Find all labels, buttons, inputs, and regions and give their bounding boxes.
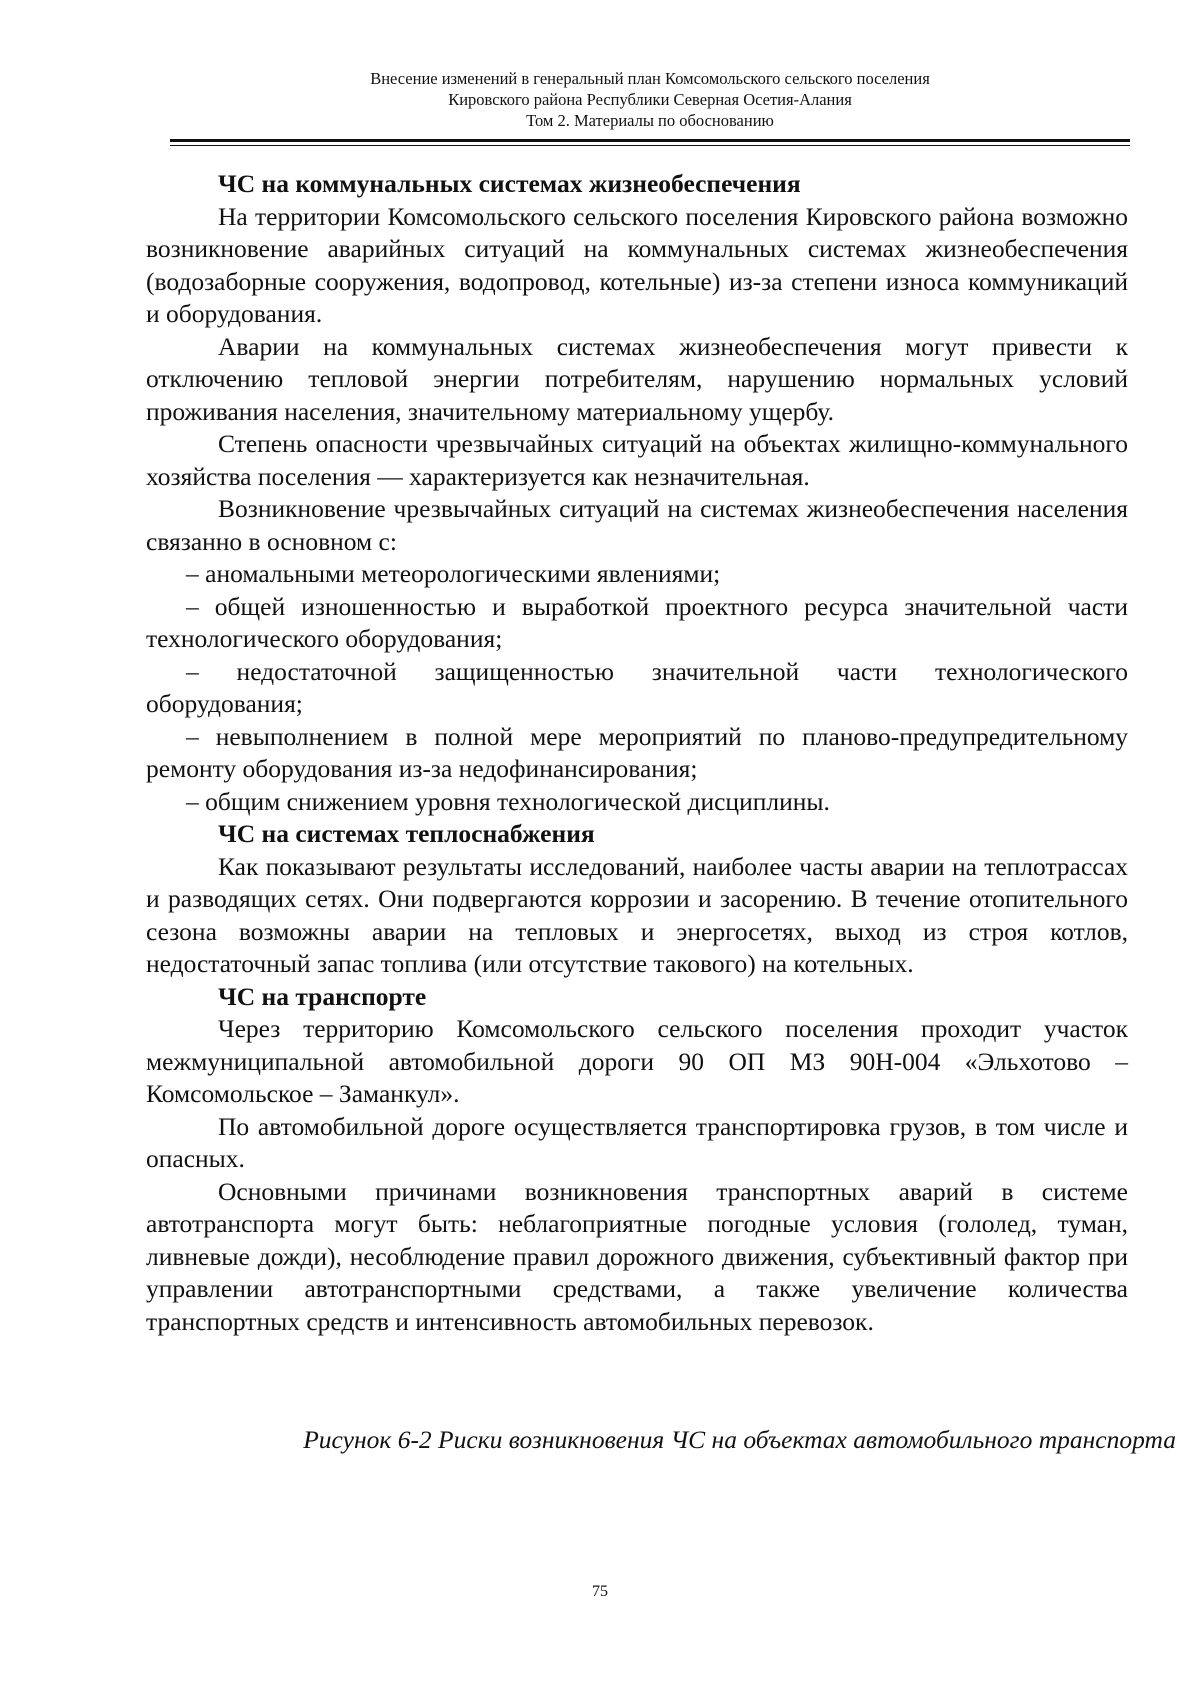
paragraph: По автомобильной дороге осуществляется транспортировка грузов, в том числе и опасных. <box>146 1111 1128 1173</box>
document-body <box>146 168 1128 1338</box>
paragraph: Возникновение чрезвычайных ситуаций на системах жизнеобеспечения населения связанно в основном с: <box>146 494 1128 556</box>
paragraph: Через территорию Комсомольского сельского поселения проходит участок межмуниципальной автомобильной дороги 90 ОП МЗ 90Н-004 «Эльхотово – Комсомольское – Заманкул». <box>146 1014 1128 1108</box>
list-item: – недостаточной защищенностью значительной части технологического оборудования; <box>146 656 1128 718</box>
paragraph: Как показывают результаты исследований, наиболее часты аварии на теплотрассах и разводящих сетях. Они подвергаются коррозии и засорению. В течение отопительного сезона возможны аварии на тепловых и энергосетях, выход из строя котлов, недостаточный запас топлива (или отсутствие такового) на котельных. <box>146 851 1128 978</box>
header-line-3: Том 2. Материалы по обоснованию <box>526 111 774 130</box>
paragraph: Аварии на коммунальных системах жизнеобеспечения могут привести к отключению тепловой энергии потребителям, нарушению нормальных условий проживания населения, значительному материальному ущербу. <box>146 331 1128 426</box>
header-rule-thick <box>170 139 1130 142</box>
header-line-1: Внесение изменений в генеральный план Комсомольского сельского поселения <box>370 69 930 88</box>
section-heading-utilities: ЧС на коммунальных системах жизнеобеспечения <box>218 169 801 198</box>
list-item: – невыполнением в полной мере мероприятий по планово-предупредительному ремонту оборудования из-за недофинансирования; <box>146 721 1128 783</box>
paragraph: Степень опасности чрезвычайных ситуаций на объектах жилищно-коммунального хозяйства поселения — характеризуется как незначительная. <box>146 429 1128 491</box>
section-heading-heating: ЧС на системах теплоснабжения <box>218 819 595 848</box>
page-number: 75 <box>592 1583 608 1600</box>
header-line-2: Кировского района Республики Северная Осетия-Алания <box>448 90 852 109</box>
list-item: – общей изношенностью и выработкой проектного ресурса значительной части технологического оборудования; <box>146 591 1128 653</box>
section-heading-transport: ЧС на транспорте <box>218 981 427 1011</box>
figure-caption: Рисунок 6-2 Риски возникновения ЧС на объектах автомобильного транспорта <box>303 1425 1176 1454</box>
paragraph: Основными причинами возникновения транспортных аварий в системе автотранспорта могут быть: неблагоприятные погодные условия (гололед, туман, ливневые дожди), несоблюдение правил дорожного движения, субъективный фактор при управлении автотранспортными средствами, а также увеличение количества транспортных средств и интенсивность автомобильных перевозок. <box>146 1176 1128 1336</box>
header-rule-thin <box>170 145 1130 146</box>
list-item: – общим снижением уровня технологической дисциплины. <box>186 786 830 816</box>
list-item: – аномальными метеорологическими явлениями; <box>186 559 721 588</box>
paragraph: На территории Комсомольского сельского поселения Кировского района возможно возникновение аварийных ситуаций на коммунальных системах жизнеобеспечения (водозаборные сооружения, водопровод, котельные) из-за степени износа коммуникаций и оборудования. <box>146 201 1128 328</box>
running-header <box>170 68 1130 131</box>
